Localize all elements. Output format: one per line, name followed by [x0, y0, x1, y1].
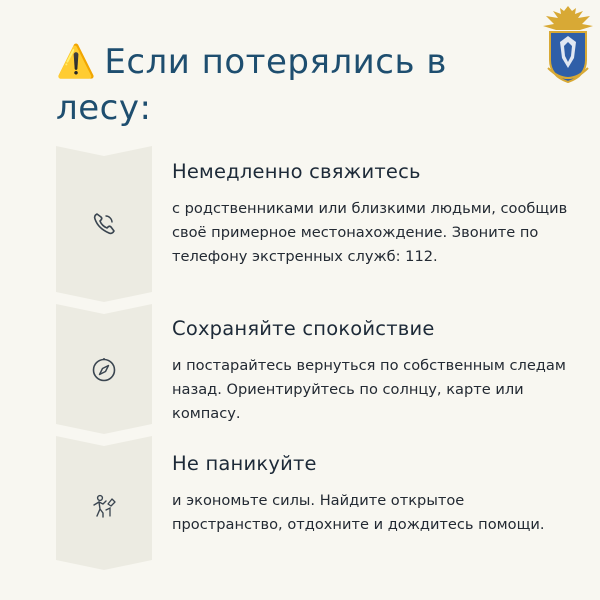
- page-title-text: Если потерялись в лесу:: [56, 42, 447, 128]
- page-title: [56, 38, 536, 131]
- step-1-text: с родственниками или близкими людьми, сообщив своё примерное местонахождение. Звоните по телефону экстренных служб: 112.: [172, 200, 568, 265]
- hiker-icon: [90, 492, 118, 520]
- step-3-text: и экономьте силы. Найдите открытое пространство, отдохните и дождитесь помощи.: [172, 492, 545, 533]
- step-2: [172, 316, 572, 426]
- step-band-2: [56, 304, 152, 434]
- step-2-text: и постарайтесь вернуться по собственным следам назад. Ориентируйтесь по солнцу, карте или компасу.: [172, 357, 566, 422]
- phone-icon: [90, 210, 118, 238]
- warning-sign-icon: ⚠️: [56, 42, 97, 80]
- police-emblem-icon: [538, 2, 598, 88]
- step-2-heading: Сохраняйте спокойствие: [172, 317, 435, 340]
- step-band-1: [56, 146, 152, 302]
- step-band-3: [56, 436, 152, 570]
- compass-icon: [90, 356, 118, 384]
- step-3: [172, 451, 572, 537]
- step-3-heading: Не паникуйте: [172, 452, 317, 475]
- step-1-heading: Немедленно свяжитесь: [172, 160, 421, 183]
- step-1: [172, 159, 572, 269]
